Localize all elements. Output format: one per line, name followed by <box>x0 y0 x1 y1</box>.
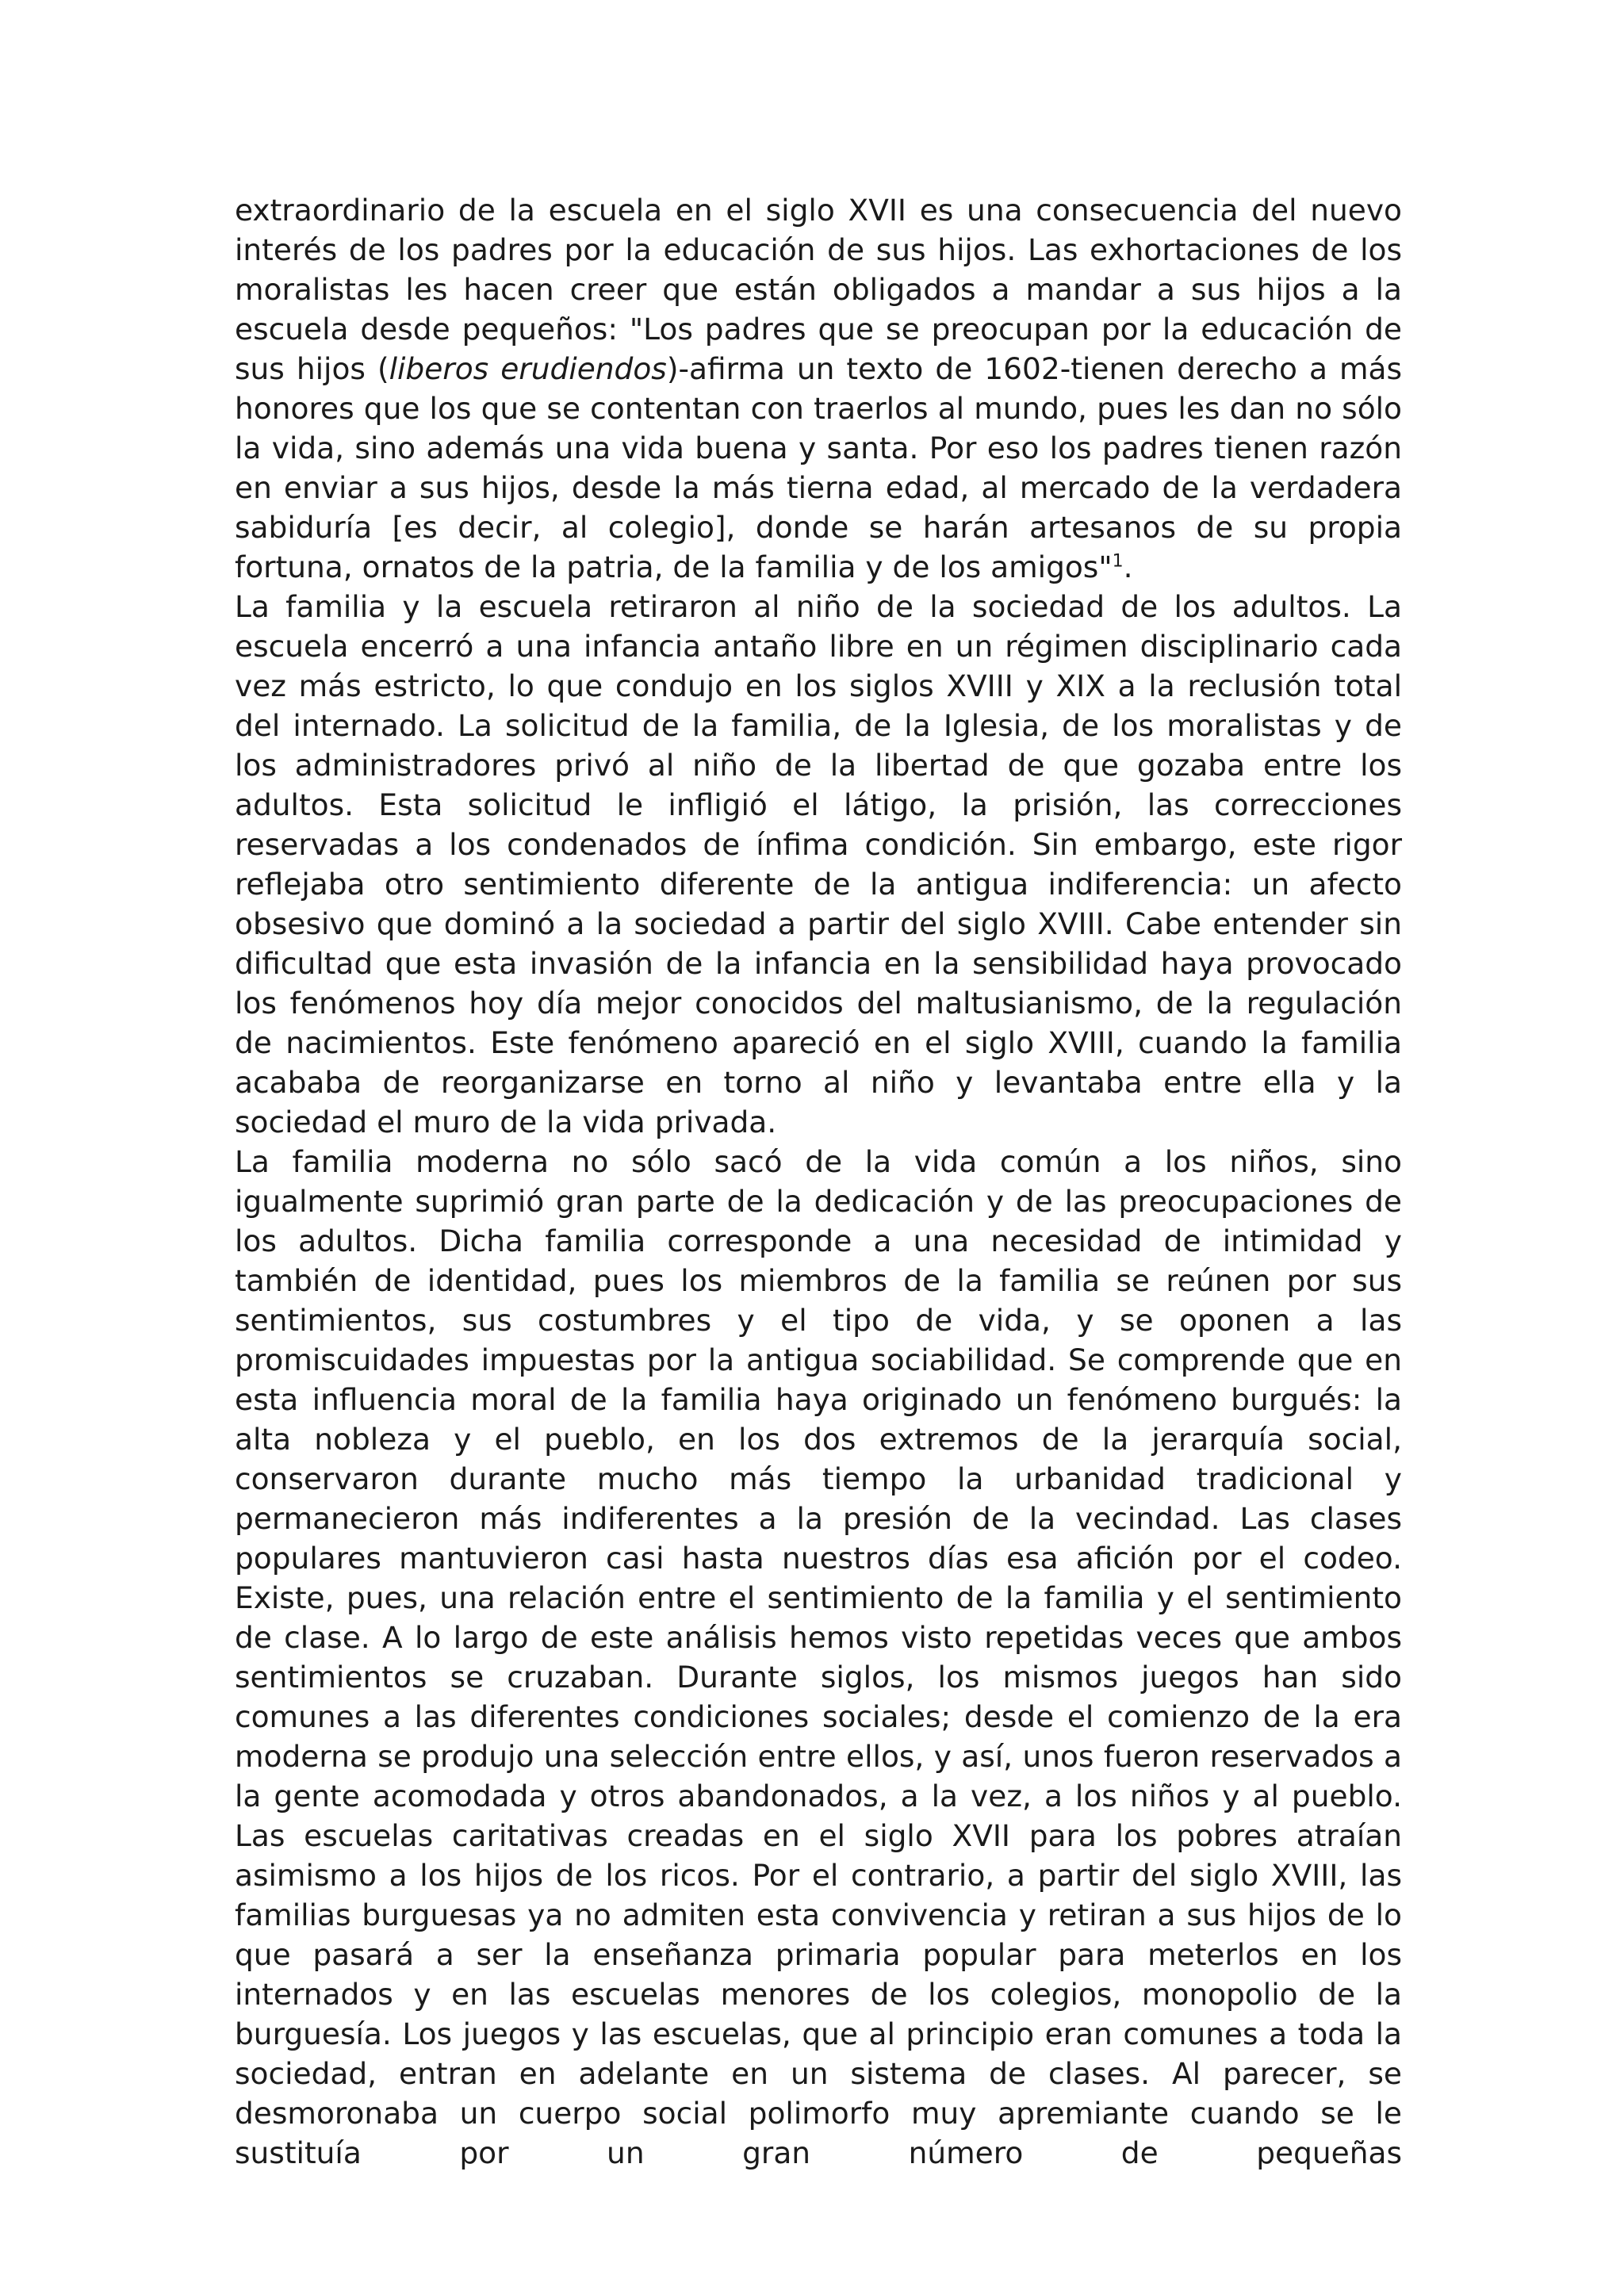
latin-term: liberos erudiendos <box>389 351 667 386</box>
body-text <box>235 190 1402 2173</box>
paragraph-text: extraordinario de la escuela en el siglo XVII es una consecuencia del nuevo interés de los padres por la educación de sus hijos. Las exhortaciones de los moralistas les hacen creer que están obligados a mandar a sus hijos a la escuela desde pequeños: "Los padres que se preocupan por la educación de sus hijos ( <box>235 193 1402 386</box>
paragraph-text: )-afirma un texto de 1602-tienen derecho a más honores que los que se contentan con traerlos al mundo, pues les dan no sólo la vida, sino además una vida buena y santa. Por eso los padres tienen razón en enviar a sus hijos, desde la más tierna edad, al mercado de la verdadera sabiduría [es decir, al colegio], donde se harán artesanos de su propia fortuna, ornatos de la patria, de la familia y de los amigos" <box>235 351 1402 584</box>
paragraph: La familia y la escuela retiraron al niño de la sociedad de los adultos. La escuela encerró a una infancia antaño libre en un régimen disciplinario cada vez más estricto, lo que condujo en los siglos XVIII y XIX a la reclusión total del internado. La solicitud de la familia, de la Iglesia, de los moralistas y de los administradores privó al niño de la libertad de que gozaba entre los adultos. Esta solicitud le infligió el látigo, la prisión, las correcciones reservadas a los condenados de ínfima condición. Sin embargo, este rigor reflejaba otro sentimiento diferente de la antigua indiferencia: un afecto obsesivo que dominó a la sociedad a partir del siglo XVIII. Cabe entender sin dificultad que esta invasión de la infancia en la sensibilidad haya provocado los fenómenos hoy día mejor conocidos del maltusianismo, de la regulación de nacimientos. Este fenómeno apareció en el siglo XVIII, cuando la familia acababa de reorganizarse en torno al niño y levantaba entre ella y la sociedad el muro de la vida privada. <box>235 589 1402 1139</box>
footnote-marker: 1 <box>1112 551 1124 572</box>
paragraph <box>235 190 1402 587</box>
paragraph-text: . <box>1123 550 1133 584</box>
paragraph: La familia moderna no sólo sacó de la vida común a los niños, sino igualmente suprimió gran parte de la dedicación y de las preocupaciones de los adultos. Dicha familia corresponde a una necesidad de intimidad y también de identidad, pues los miembros de la familia se reúnen por sus sentimientos, sus costumbres y el tipo de vida, y se oponen a las promiscuidades impuestas por la antigua sociabilidad. Se comprende que en esta influencia moral de la familia haya originado un fenómeno burgués: la alta nobleza y el pueblo, en los dos extremos de la jerarquía social, conservaron durante mucho más tiempo la urbanidad tradicional y permanecieron más indiferentes a la presión de la vecindad. Las clases populares mantuvieron casi hasta nuestros días esa afición por el codeo. Existe, pues, una relación entre el sentimiento de la familia y el sentimiento de clase. A lo largo de este análisis hemos visto repetidas veces que ambos sentimientos se cruzaban. Durante siglos, los mismos juegos han sido comunes a las diferentes condiciones sociales; desde el comienzo de la era moderna se produjo una selección entre ellos, y así, unos fueron reservados a la gente acomodada y otros abandonados, a la vez, a los niños y al pueblo. Las escuelas caritativas creadas en el siglo XVII para los pobres atraían asimismo a los hijos de los ricos. Por el contrario, a partir del siglo XVIII, las familias burguesas ya no admiten esta convivencia y retiran a sus hijos de lo que pasará a ser la enseñanza primaria popular para meterlos en los internados y en las escuelas menores de los colegios, monopolio de la burguesía. Los juegos y las escuelas, que al principio eran comunes a toda la sociedad, entran en adelante en un sistema de clases. Al parecer, se desmoronaba un cuerpo social polimorfo muy apremiante cuando se le sustituía por un gran número de pequeñas <box>235 1144 1402 2170</box>
